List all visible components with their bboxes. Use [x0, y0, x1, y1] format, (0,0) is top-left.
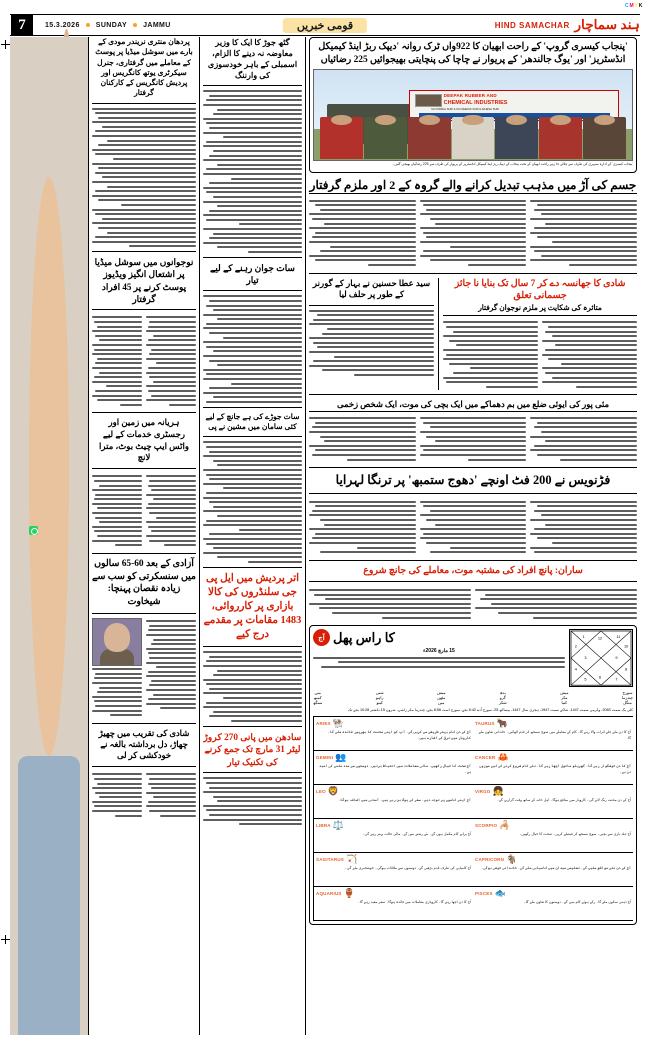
story-marriage-fraud	[443, 278, 637, 391]
story-body	[309, 586, 471, 621]
section-title: قومی خبریں	[283, 18, 367, 33]
story-body	[203, 295, 302, 403]
zodiac-gemini[interactable]	[313, 751, 473, 785]
whatsapp-icon	[29, 526, 38, 535]
story-machine-test	[203, 412, 302, 563]
story-body	[443, 319, 538, 391]
separator-dot-icon	[86, 23, 90, 27]
story-headline: گٹھ جوڑ کا ایک کا وزیر معاوضہ نہ دینے کا الزام، اسمبلی کے باہر خودسوزی کی وارننگ	[207, 38, 298, 81]
zodiac-text: آج کامیابی کی طرف قدم بڑھیں گے۔ دوستوں سے ملاقات ہوگی۔ خوشخبری ملے گی۔	[344, 865, 471, 870]
sidebar-community-column	[10, 37, 88, 1035]
planet-sign: مکر	[561, 695, 568, 701]
story-body	[146, 771, 196, 820]
story-headline: شادی کی تقریب میں چھیڑ چھاڑ، دل برداشتہ بالغہ نے خودکشی کر لی	[98, 728, 190, 761]
horoscope-date: 15 مارچ 2026ء	[423, 648, 455, 655]
story-mudi-socialmedia	[92, 37, 196, 247]
lead-story-box	[309, 37, 637, 173]
story-body	[203, 777, 302, 825]
planet-positions	[313, 690, 633, 705]
zodiac-text: آج ذہنی سکون ملے گا۔ رکے ہوئے کام بنیں گے۔ دوستوں کا تعاون ملے گا۔	[523, 899, 631, 904]
story-headline: جسم کی آڑ میں مذہب تبدیل کرانے والے گروہ کے 2 اور ملزم گرفتار	[309, 177, 637, 194]
zodiac-pisces[interactable]	[473, 887, 633, 921]
story-headline: شادی کا جھانسہ دے کر 7 سال تک بنایا نا جائز جسمانی تعلق	[454, 278, 626, 302]
planet-sign: کمبھ	[313, 695, 322, 701]
page-number: 7	[11, 15, 33, 35]
svg-text:1: 1	[582, 633, 585, 639]
planet-name: چندرما	[621, 695, 633, 701]
story-body	[542, 319, 637, 391]
svg-text:6: 6	[598, 674, 602, 680]
crop-mark-bottom-left	[1, 935, 10, 944]
zodiac-name: ARIES	[316, 720, 331, 726]
story-body	[420, 197, 527, 269]
virgo-icon: 👧	[492, 785, 504, 796]
lead-story-headline: 'پنجاب کیسری گروپ' کے راحت ابھیان کا 922واں ٹرک روانہ 'دیپک ربڑ اینڈ کیمیکل انڈسٹریز' اور 'یوگ جالندھر' کے پریوار نے چاچا کی پنچایتی بھیجوائیں 225 رضائیاں	[318, 42, 628, 65]
story-saran-deaths	[309, 565, 637, 621]
svg-text:4: 4	[574, 666, 577, 672]
story-shekhawat-sanskriti	[92, 558, 196, 719]
planet-sign: میش	[560, 690, 569, 696]
story-body	[92, 668, 142, 716]
svg-text:12: 12	[597, 635, 603, 641]
edition-city: JAMMU	[143, 21, 171, 29]
dateline	[45, 22, 171, 29]
story-body	[475, 586, 637, 621]
brand-block	[495, 17, 640, 33]
planet-sign: میش	[437, 690, 446, 696]
zodiac-name: SAGITARUS	[316, 856, 344, 862]
zodiac-virgo[interactable]	[473, 785, 633, 819]
zodiac-name: SCORPIO	[475, 822, 498, 828]
story-body	[309, 415, 416, 464]
story-body	[203, 651, 302, 722]
story-headline: نوجوانوں میں سوشل میڈیا پر اشتعال انگیز ویڈیوز پوسٹ کرنے پر 45 افراد گرفتار	[94, 257, 194, 304]
svg-text:8: 8	[625, 666, 628, 672]
story-body	[146, 314, 196, 408]
publication-day: SUNDAY	[95, 21, 128, 29]
promo-photo-row	[14, 493, 84, 519]
libra-icon: ⚖️	[332, 819, 344, 830]
zodiac-name: LIBRA	[316, 822, 331, 828]
brand-name-english: HIND SAMACHAR	[494, 20, 570, 30]
story-headline: سات جوان رہنے کے لیے تیار	[210, 263, 295, 286]
svg-text:10: 10	[624, 643, 629, 649]
kundli-chart	[569, 629, 633, 687]
leo-icon: 🦁	[327, 785, 340, 796]
news-column-1	[89, 37, 199, 1035]
story-body	[92, 108, 196, 248]
sagittarius-icon: 🏹	[345, 853, 358, 864]
promo-photo	[61, 493, 84, 519]
story-headline: ساران: پانچ افراد کی مشتبہ موت، معاملے کی جانچ شروع	[363, 565, 583, 576]
planet-name: کیتو	[376, 700, 383, 706]
story-portrait-photo	[92, 618, 142, 666]
story-greater-noida-water	[203, 731, 302, 825]
crop-mark-top-left	[1, 40, 10, 49]
zodiac-sagittarius[interactable]	[313, 853, 473, 887]
taurus-icon: 🐂	[496, 717, 508, 728]
planet-name: راہو	[375, 695, 384, 701]
svg-text:7: 7	[615, 676, 618, 682]
planet-name: سورج	[622, 690, 633, 696]
story-bihar-governor	[309, 278, 439, 391]
zodiac-capricorn[interactable]	[473, 853, 633, 887]
story-body	[309, 197, 416, 269]
aaj-badge-icon: آج	[313, 629, 330, 646]
kundli-diagram-icon	[570, 630, 632, 686]
zodiac-text: آج کے دن کام بہتر طریقے سے کریں گے۔ آپ کو اپنی محنت کا بھرپور فائدہ ملے گا۔ کاروبار میں ترقی کے اشارے ہیں۔	[327, 729, 471, 741]
story-subheadline: متاثرہ کی شکایت پر ملزم نوجوان گرفتار	[443, 303, 637, 316]
cmyk-registration-mark: C M Y K	[624, 3, 643, 9]
story-wedding-harassment	[92, 728, 196, 820]
planet-sign: مٹھن	[437, 695, 446, 701]
story-photo-wrap	[92, 618, 142, 719]
svg-text:5: 5	[584, 676, 587, 682]
story-headline: سید عطا حسنین نے بہار کے گورنر کے طور پر حلف لیا	[312, 277, 431, 300]
svg-text:2: 2	[574, 643, 577, 649]
story-body	[92, 314, 142, 408]
story-conversion-arrests	[309, 177, 637, 269]
story-haryana-whatsapp-bot	[92, 417, 196, 548]
svg-text:9: 9	[615, 655, 618, 661]
story-uae-arrests	[92, 256, 196, 408]
story-fadnavis-flag	[309, 472, 637, 555]
zodiac-text: آج کا دن اچھا رہے گا۔ کاروباری معاملات میں فائدہ ہوگا۔ سفر مفید رہے گا۔	[357, 899, 471, 904]
cancer-icon: 🦀	[497, 751, 509, 762]
planet-sign: میں	[438, 700, 445, 706]
planet-name: گرو	[499, 695, 506, 701]
zodiac-text: آج کے دن نئے مواقع ملیں گے۔ تعلیمی میدان میں کامیابی ملے گی۔ خاندانی خوشی ہوگی۔	[481, 865, 631, 870]
lead-story-photo-caption: 'پنجاب کیسری' کے ادارہ سنہری کی طرف سے چلائے جا رہے راحت ابھیان کے تحت پنجاب کے دیپک ربڑ اینڈ کیمیکل انڈسٹریز کے پریوار کی طرف سے 225 رضائیاں بھیجی گئیں۔	[392, 162, 633, 167]
story-body	[309, 498, 416, 556]
story-body	[92, 771, 142, 820]
zodiac-name: LEO	[316, 788, 326, 794]
gemini-icon: 👥	[335, 751, 347, 762]
panchang-text: کلی یگ سمت 2083، وکرمی سمت 1447، شاکے سمت 1947، ہجری سال 1447، بیساکھ 25، سورج اُدے 6:42 بجے، سورج است 6:56 بجے، چندرما مکر راشی، شرون 15 نکشتر 10:28 بجے تک	[348, 708, 633, 713]
masthead-bar	[10, 14, 640, 36]
news-column-2	[200, 37, 305, 1035]
story-body	[203, 90, 302, 253]
aquarius-icon: 🏺	[343, 887, 355, 898]
aries-icon: 🐏	[332, 717, 344, 728]
planet-sign: میں	[314, 690, 321, 696]
story-body	[530, 197, 637, 269]
story-body	[530, 415, 637, 464]
planet-name: شکر	[498, 700, 507, 706]
zodiac-text: آج کے دن محنت رنگ لائے گی۔ کاروبار میں منافع ہوگا۔ اہل خانہ کے ساتھ وقت گزاریں گے۔	[496, 797, 631, 802]
svg-text:11: 11	[616, 633, 621, 639]
zodiac-aries[interactable]	[313, 717, 473, 751]
zodiac-name: CANCER	[475, 754, 496, 760]
planet-sign: کنیا	[561, 700, 568, 706]
zodiac-text: آج صحت کا خیال رکھیں۔ مالی معاملات میں احتیاط برتیں۔ دوستوں سے مدد ملنے کی امید ہے۔	[319, 763, 471, 775]
horoscope-title: کا راس پھل	[333, 629, 395, 645]
story-headline: سادھن میں پانی 270 کروڑ لیٹر 31 مارچ تک جمع کرنے کی تکنیک تیار	[203, 732, 302, 767]
story-body	[146, 473, 196, 549]
planet-sign: سنگھ	[313, 700, 323, 706]
zodiac-name: AQUARIUS	[316, 890, 342, 896]
story-body	[309, 310, 434, 376]
horoscope-panel	[309, 625, 637, 925]
story-headline: ہریانہ میں زمین اور رجسٹری خدمات کے لیے واٹس ایپ چیٹ بوٹ، مترا لانچ	[98, 417, 190, 463]
zodiac-grid	[313, 716, 633, 921]
promo-contact-box	[12, 469, 86, 557]
planet-name: بدھ	[499, 690, 506, 696]
zodiac-name: CAPRICORN	[475, 856, 505, 862]
page-body	[10, 37, 640, 1035]
story-headline: اتر پردیش میں ایل پی جی سلنڈروں کی کالا بازاری پر کارروائی، 1483 مقامات پر مقدمے درج کیے	[203, 572, 302, 641]
story-headline: فڑنویس نے 200 فٹ اونچے 'دھوج ستمبھ' پر ترنگا لہرایا	[335, 473, 611, 488]
story-body	[146, 618, 196, 719]
scorpio-icon: 🦂	[499, 819, 511, 830]
zodiac-name: TAURUS	[475, 720, 495, 726]
story-headline: آزادی کے بعد 60-65 سالوں میں سنسکرتی کو سب سے زیادہ نقصان پہنچا: شیخاوت	[92, 558, 196, 607]
story-body	[92, 473, 142, 549]
publication-date: 15.3.2026	[45, 21, 80, 29]
story-ready-to-fight	[203, 262, 302, 403]
zodiac-name: VIRGO	[475, 788, 491, 794]
planet-name: شنی	[375, 690, 384, 696]
story-headline: پردھان منتری نریندر مودی کے بارے میں سوشل میڈیا پر پوسٹ کے معاملے میں گرفتاری، جنرل سیکرٹری یوتھ کانگریس اور پردیش کانگریس کے کارکنان گرفتار	[95, 37, 193, 98]
story-manipur-blast	[309, 399, 637, 463]
zodiac-name: GEMINI	[316, 754, 334, 760]
svg-text:3: 3	[584, 655, 587, 661]
zodiac-leo[interactable]	[313, 785, 473, 819]
story-jharkhand-minister	[203, 37, 302, 253]
zodiac-text: آج پرانے کام مکمل ہوں گے۔ نئے رشتے بنیں گے۔ مالی حالت بہتر رہے گی۔	[362, 831, 471, 836]
sponsor-banner-in-photo: DEEPAK RUBBER AND CHEMICAL INDUSTRIES S/O NIRMAL SURI & S/O DEEPAK SURI & RAJESH SURI	[409, 90, 619, 121]
news-column-3-lead	[306, 37, 640, 1035]
planet-name: منگل	[623, 700, 632, 706]
lead-story-photo	[313, 69, 633, 161]
brand-name-urdu: ہند سماچار	[574, 17, 640, 32]
zodiac-libra[interactable]	[313, 819, 473, 853]
story-lpg-blackmarketing	[203, 572, 302, 722]
zodiac-aquarius[interactable]	[313, 887, 473, 921]
story-body	[420, 498, 527, 556]
story-headline: سات جوڑے کی ہے جانچ کے لیے کئی سامان میں مشین نے پی	[205, 411, 300, 432]
zodiac-text: آج اپنے کاموں پر توجہ دیں۔ سفر کے یوگ بن رہے ہیں۔ آمدنی میں اضافہ ہوگا۔	[338, 797, 471, 802]
separator-dot-icon	[133, 23, 137, 27]
horoscope-header	[313, 629, 565, 670]
zodiac-taurus[interactable]	[473, 717, 633, 751]
two-story-row	[309, 278, 637, 391]
story-body	[530, 498, 637, 556]
story-body	[420, 415, 527, 464]
story-body	[203, 441, 302, 562]
zodiac-text: آج جلد بازی سے بچیں۔ سوچ سمجھ کر فیصلے کریں۔ صحت کا خیال رکھیں۔	[519, 831, 631, 836]
group-of-people-in-photo	[320, 117, 625, 158]
zodiac-scorpio[interactable]	[473, 819, 633, 853]
zodiac-text: آج کا دن ملے جلے اثرات والا رہے گا۔ کام کے معاملے میں سوچ سمجھ کر قدم اٹھائیں۔ خاندانی تعاون ملے گا۔	[478, 729, 631, 741]
pisces-icon: 🐟	[494, 887, 506, 898]
zodiac-text: آج کا دن خوشگوار رہے گا۔ گھریلو ماحول اچھا رہے گا۔ نئے کام شروع کرنے کے لیے موزوں دن ہے۔	[479, 763, 631, 775]
capricorn-icon: 🐐	[506, 853, 518, 864]
zodiac-name: PISCES	[475, 890, 493, 896]
story-headline: مئی پور کی ایوئی ضلع میں بم دھماکے میں ایک بچی کی موت، ایک شخص زخمی	[309, 399, 637, 411]
zodiac-cancer[interactable]	[473, 751, 633, 785]
